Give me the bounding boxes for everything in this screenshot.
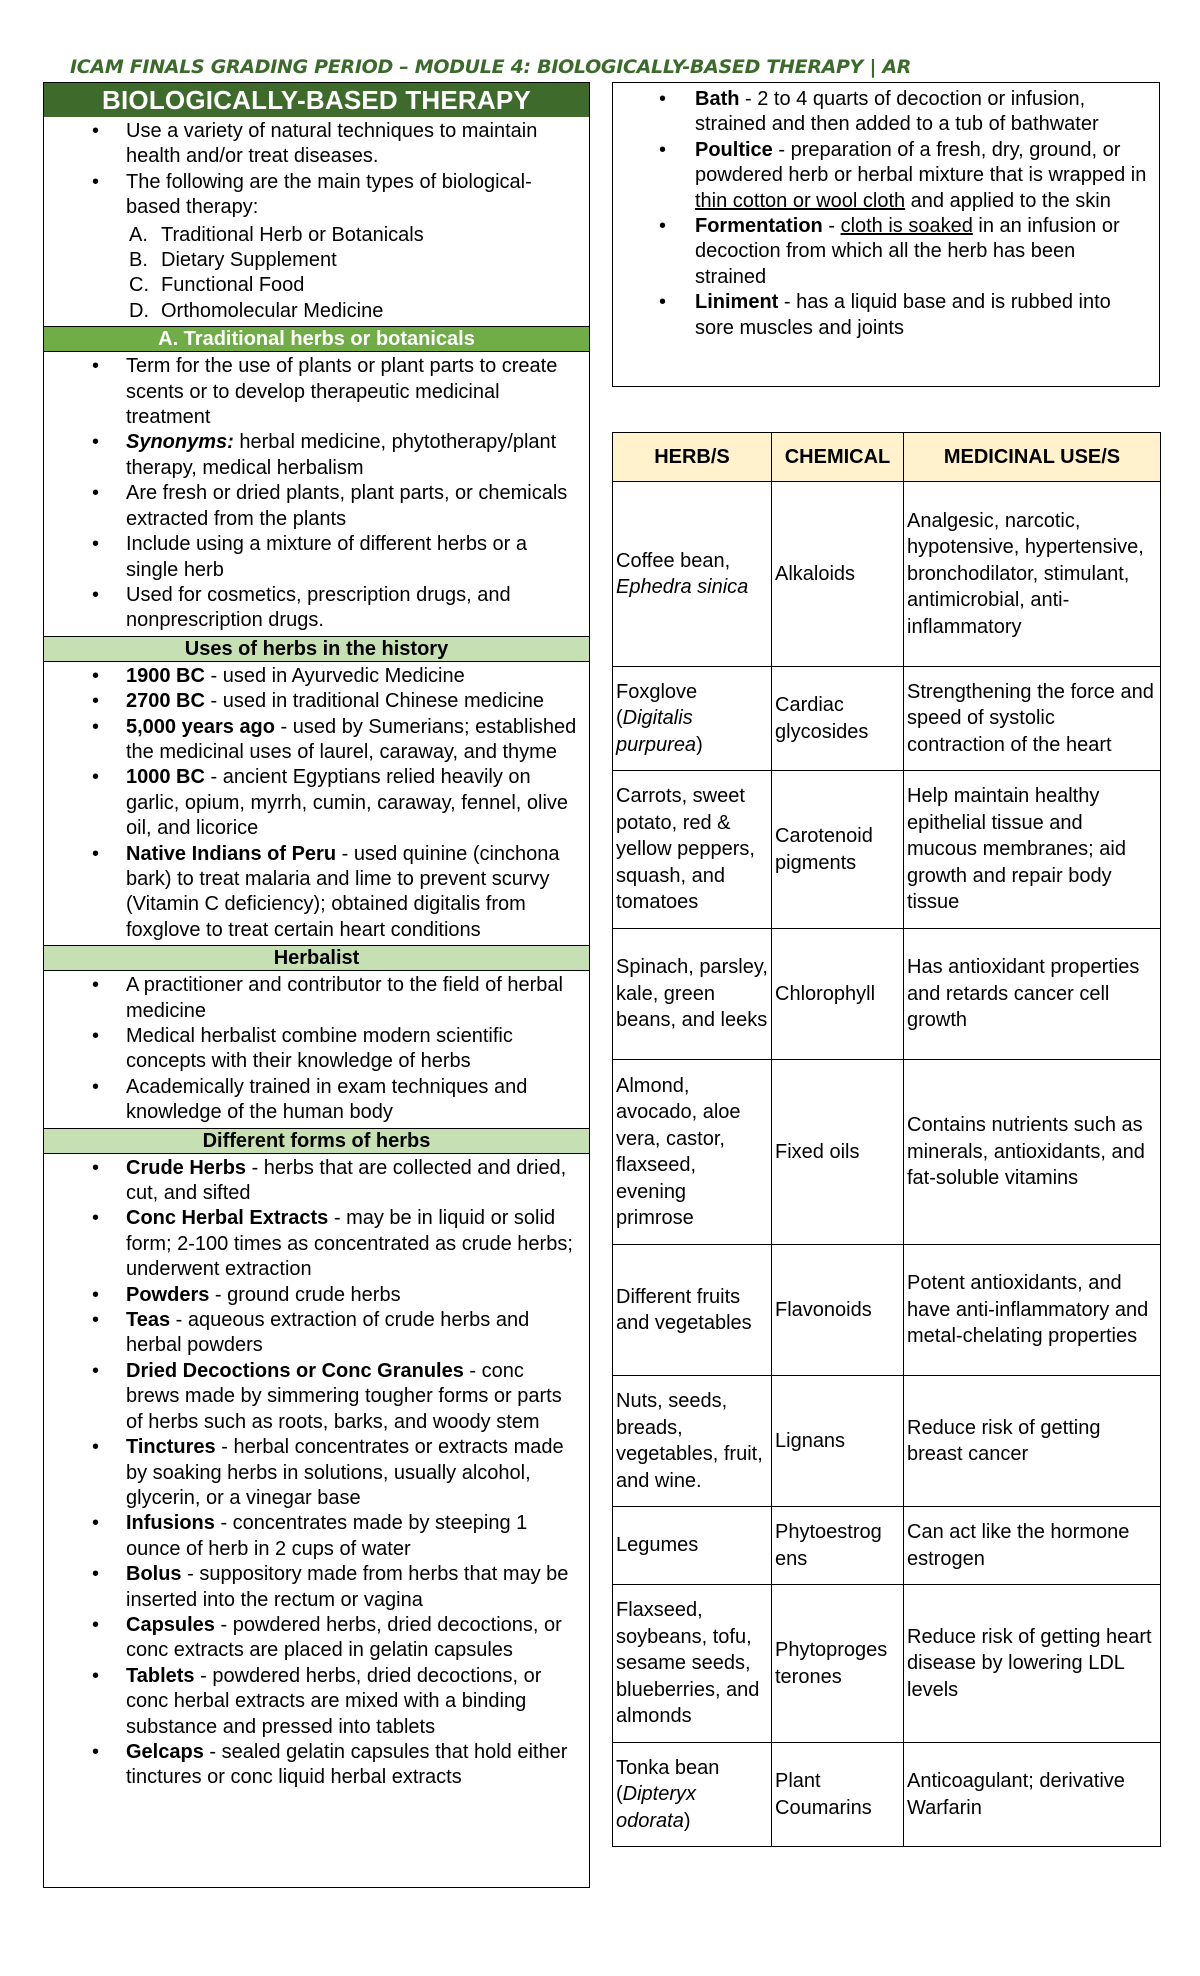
table-row [613,1585,1161,1743]
list-item: • Capsules - powdered herbs, dried decoctions, or conc extracts are placed in gelatin capsules [44,1613,581,1664]
use-cell: Has antioxidant properties and retards cancer cell growth [904,929,1161,1060]
list-item: • The following are the main types of biological-based therapy: [44,170,581,221]
chemical-cell: Cardiac glycosides [772,667,904,771]
section-heading-forms: Different forms of herbs [44,1128,589,1154]
table-row [613,1245,1161,1376]
list-item: • Are fresh or dried plants, plant parts, or chemicals extracted from the plants [44,481,581,532]
table-row [613,482,1161,667]
chemical-cell: Carotenoid pigments [772,771,904,929]
use-cell: Reduce risk of getting breast cancer [904,1376,1161,1507]
list-item: • Synonyms: herbal medicine, phytotherapy/plant therapy, medical herbalism [44,430,581,481]
herb-cell: Flaxseed, soybeans, tofu, sesame seeds, blueberries, and almonds [613,1585,772,1743]
list-item: • Conc Herbal Extracts - may be in liquid or solid form; 2-100 times as concentrated as crude herbs; underwent extraction [44,1206,581,1282]
use-cell: Can act like the hormone estrogen [904,1507,1161,1585]
table-row [613,1743,1161,1847]
use-cell: Help maintain healthy epithelial tissue and mucous membranes; aid growth and repair body tissue [904,771,1161,929]
list-item: • Use a variety of natural techniques to maintain health and/or treat diseases. [44,119,581,170]
chemical-cell: Lignans [772,1376,904,1507]
intro-list [44,117,589,223]
herb-cell: Nuts, seeds, breads, vegetables, fruit, and wine. [613,1376,772,1507]
list-item: • Include using a mixture of different herbs or a single herb [44,532,581,583]
table-row [613,929,1161,1060]
section-heading-herbalist: Herbalist [44,945,589,971]
list-item: • Gelcaps - sealed gelatin capsules that hold either tinctures or conc liquid herbal extracts [44,1740,581,1791]
chemical-cell: Phytoestrog ens [772,1507,904,1585]
list-item: • 5,000 years ago - used by Sumerians; established the medicinal uses of laurel, caraway, and thyme [44,715,581,766]
use-cell: Contains nutrients such as minerals, antioxidants, and fat-soluble vitamins [904,1060,1161,1245]
column-header-herbs: HERB/S [613,433,772,482]
list-item: C. Functional Food [129,274,305,297]
herb-cell: Different fruits and vegetables [613,1245,772,1376]
herbalist-list [44,971,589,1127]
herb-cell: Almond, avocado, aloe vera, castor, flaxseed, evening primrose [613,1060,772,1245]
list-item: • Infusions - concentrates made by steeping 1 ounce of herb in 2 cups of water [44,1511,581,1562]
chemical-cell: Flavonoids [772,1245,904,1376]
table-row [613,1507,1161,1585]
herb-cell: Carrots, sweet potato, red & yellow peppers, squash, and tomatoes [613,771,772,929]
table-row [613,1376,1161,1507]
use-cell: Analgesic, narcotic, hypotensive, hypertensive, bronchodilator, stimulant, antimicrobial, anti-inflammatory [904,482,1161,667]
list-item: • Formentation - cloth is soaked in an infusion or decoction from which all the herb has been strained [613,214,1151,290]
history-list [44,662,589,945]
document-header: ICAM FINALS GRADING PERIOD – MODULE 4: BIOLOGICALLY-BASED THERAPY | AR [70,56,912,78]
table-row [613,667,1161,771]
section-heading-history: Uses of herbs in the history [44,636,589,662]
forms-list [44,1154,589,1793]
herb-cell: Legumes [613,1507,772,1585]
column-header-chemical: CHEMICAL [772,433,904,482]
list-item: • Tablets - powdered herbs, dried decoctions, or conc herbal extracts are mixed with a binding substance and pressed into tablets [44,1664,581,1740]
table-row [613,771,1161,929]
use-cell: Potent antioxidants, and have anti-inflammatory and metal-chelating properties [904,1245,1161,1376]
list-item: • Used for cosmetics, prescription drugs, and nonprescription drugs. [44,583,581,634]
list-item: • Tinctures - herbal concentrates or extracts made by soaking herbs in solutions, usually alcohol, glycerin, or a vinegar base [44,1435,581,1511]
herb-cell: Tonka bean (Dipteryx odorata) [613,1743,772,1847]
left-column [43,82,590,1888]
column-header-medicinal-use: MEDICINAL USE/S [904,433,1161,482]
use-cell: Strengthening the force and speed of systolic contraction of the heart [904,667,1161,771]
use-cell: Reduce risk of getting heart disease by lowering LDL levels [904,1585,1161,1743]
herb-cell: Foxglove (Digitalis purpurea) [613,667,772,771]
traditional-herbs-list [44,352,589,635]
list-item: • A practitioner and contributor to the field of herbal medicine [44,973,581,1024]
list-item: • Bath - 2 to 4 quarts of decoction or infusion, strained and then added to a tub of bathwater [613,87,1151,138]
herb-chemical-table [612,432,1161,1847]
herb-cell: Spinach, parsley, kale, green beans, and leeks [613,929,772,1060]
list-item: • Poultice - preparation of a fresh, dry, ground, or powdered herb or herbal mixture that is wrapped in thin cotton or wool cloth and applied to the skin [613,138,1151,214]
list-item: • Academically trained in exam techniques and knowledge of the human body [44,1075,581,1126]
list-item: D. Orthomolecular Medicine [129,299,384,322]
list-item: • 1000 BC - ancient Egyptians relied heavily on garlic, opium, myrrh, cumin, caraway, fennel, olive oil, and licorice [44,765,581,841]
chemical-cell: Alkaloids [772,482,904,667]
chemical-cell: Phytoproges terones [772,1585,904,1743]
forms-list-continued [613,85,1159,343]
table-row [613,1060,1161,1245]
list-item: A. Traditional Herb or Botanicals [129,223,424,246]
list-item: • Teas - aqueous extraction of crude herbs and herbal powders [44,1308,581,1359]
list-item: • 2700 BC - used in traditional Chinese medicine [44,689,581,714]
use-cell: Anticoagulant; derivative Warfarin [904,1743,1161,1847]
chemical-cell: Chlorophyll [772,929,904,1060]
list-item: • Medical herbalist combine modern scientific concepts with their knowledge of herbs [44,1024,581,1075]
list-item: • 1900 BC - used in Ayurvedic Medicine [44,664,581,689]
table-header-row [613,433,1161,482]
list-item: • Liniment - has a liquid base and is rubbed into sore muscles and joints [613,290,1151,341]
list-item: • Bolus - suppository made from herbs that may be inserted into the rectum or vagina [44,1562,581,1613]
therapy-types-list [44,223,589,327]
list-item: B. Dietary Supplement [129,249,337,272]
chemical-cell: Fixed oils [772,1060,904,1245]
list-item: • Dried Decoctions or Conc Granules - conc brews made by simmering tougher forms or parts of herbs such as roots, barks, and woody stem [44,1359,581,1435]
list-item: • Powders - ground crude herbs [44,1283,581,1308]
section-heading-traditional-herbs: A. Traditional herbs or botanicals [44,326,589,352]
list-item: • Term for the use of plants or plant parts to create scents or to develop therapeutic medicinal treatment [44,354,581,430]
list-item: • Crude Herbs - herbs that are collected and dried, cut, and sifted [44,1156,581,1207]
list-item: • Native Indians of Peru - used quinine (cinchona bark) to treat malaria and lime to prevent scurvy (Vitamin C deficiency); obtained digitalis from foxglove to treat certain heart conditions [44,842,581,944]
right-forms-box [612,82,1160,387]
page-title: BIOLOGICALLY-BASED THERAPY [44,83,589,117]
chemical-cell: Plant Coumarins [772,1743,904,1847]
herb-cell: Coffee bean, Ephedra sinica [613,482,772,667]
